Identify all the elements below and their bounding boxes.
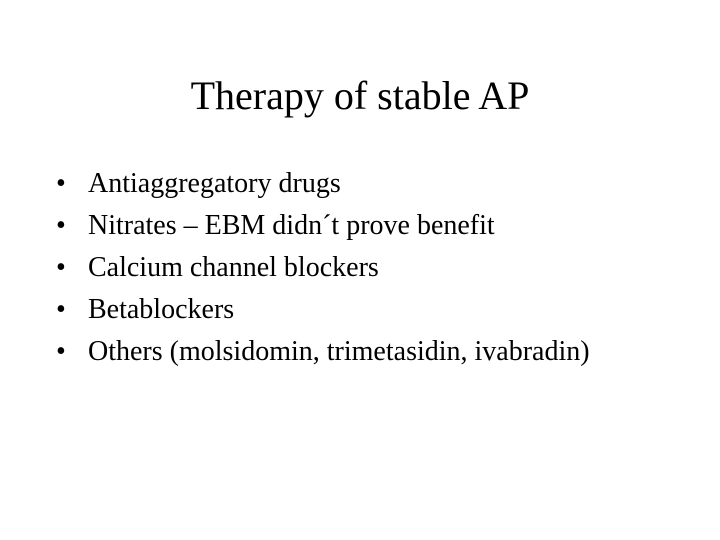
list-item-text: Antiaggregatory drugs (88, 168, 341, 199)
slide-title: Therapy of stable AP (190, 73, 530, 118)
list-item-text: Betablockers (88, 294, 235, 325)
bullet-icon: • (56, 294, 66, 325)
bullet-icon: • (56, 210, 66, 241)
list-item-text: Calcium channel blockers (88, 252, 379, 283)
bullet-icon: • (56, 336, 66, 367)
bullet-icon: • (56, 168, 66, 199)
bullet-icon: • (56, 252, 66, 283)
list-item-text: Nitrates – EBM didn´t prove benefit (88, 210, 495, 241)
list-item-text: Others (molsidomin, trimetasidin, ivabradin) (88, 336, 590, 367)
